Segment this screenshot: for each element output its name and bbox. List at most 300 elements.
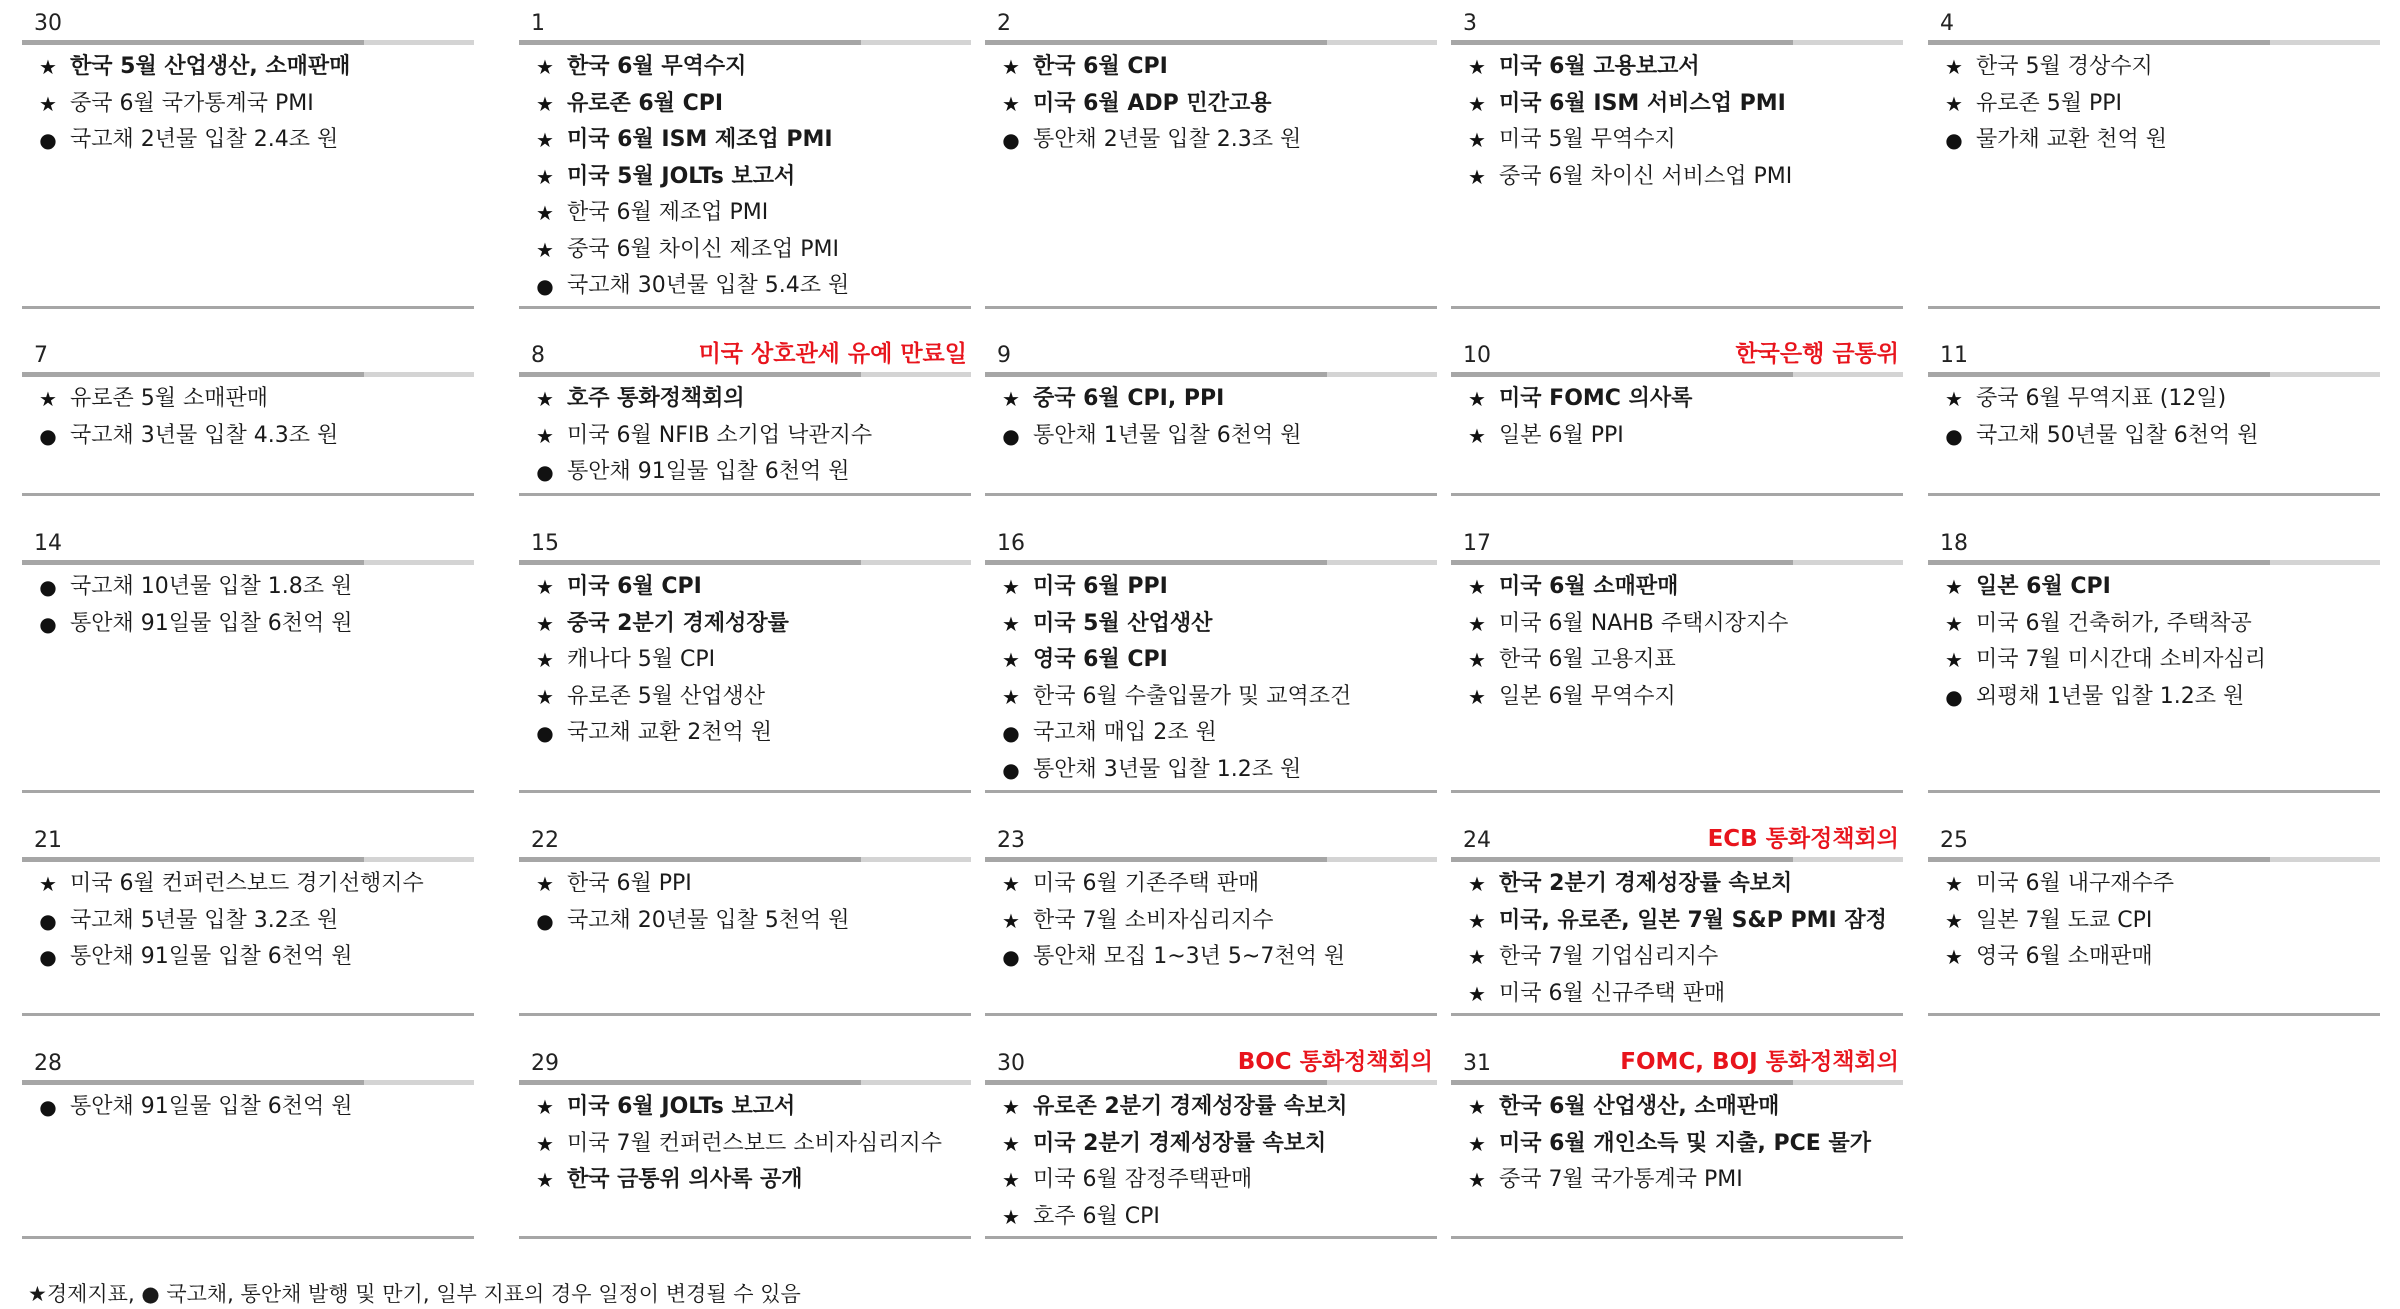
day-number: 2 bbox=[997, 11, 1011, 36]
star-icon: ★ bbox=[1002, 575, 1020, 599]
cell-bottom-rule bbox=[985, 493, 1437, 496]
event-list bbox=[985, 862, 1437, 976]
star-icon: ★ bbox=[536, 237, 554, 262]
event-item bbox=[1451, 1162, 1903, 1199]
star-icon: ★ bbox=[39, 91, 57, 116]
event-text: 미국 6월 고용보고서 bbox=[1499, 54, 1700, 79]
star-icon: ★ bbox=[1945, 611, 1963, 636]
cell-bottom-rule bbox=[1451, 493, 1903, 496]
event-text: 한국 6월 PPI bbox=[567, 871, 692, 896]
event-item bbox=[22, 381, 474, 418]
event-item bbox=[1928, 86, 2380, 123]
star-icon: ★ bbox=[1002, 611, 1020, 636]
day-number: 4 bbox=[1940, 11, 1954, 36]
event-item bbox=[985, 381, 1437, 418]
event-text: 국고채 10년물 입찰 1.8조 원 bbox=[70, 574, 353, 599]
event-item bbox=[22, 903, 474, 940]
event-item bbox=[1451, 86, 1903, 123]
event-list bbox=[519, 1085, 971, 1199]
day-divider bbox=[985, 40, 1437, 45]
star-icon: ★ bbox=[39, 387, 57, 411]
day-divider bbox=[1451, 40, 1903, 45]
cell-bottom-rule bbox=[985, 790, 1437, 793]
event-text: 통안채 91일물 입찰 6천억 원 bbox=[70, 1094, 353, 1119]
event-item bbox=[1451, 1126, 1903, 1163]
star-icon: ★ bbox=[536, 55, 554, 79]
cell-bottom-rule bbox=[22, 1236, 474, 1239]
star-icon: ★ bbox=[1945, 575, 1963, 599]
cell-bottom-rule bbox=[22, 306, 474, 309]
event-list bbox=[985, 565, 1437, 788]
star-icon: ★ bbox=[1468, 1168, 1486, 1192]
event-item bbox=[519, 159, 971, 196]
event-item bbox=[1451, 642, 1903, 679]
event-item bbox=[1451, 866, 1903, 903]
event-text: 중국 2분기 경제성장률 bbox=[567, 610, 789, 636]
star-icon: ★ bbox=[1945, 945, 1963, 969]
event-item bbox=[22, 86, 474, 123]
event-item bbox=[985, 939, 1437, 976]
event-item bbox=[985, 1089, 1437, 1126]
day-header bbox=[985, 520, 1437, 560]
star-icon: ★ bbox=[536, 128, 554, 152]
star-icon: ★ bbox=[536, 648, 554, 672]
bullet-icon: ● bbox=[39, 611, 57, 636]
event-text: 중국 6월 CPI, PPI bbox=[1033, 386, 1225, 411]
event-item bbox=[985, 642, 1437, 679]
event-item bbox=[519, 1162, 971, 1199]
star-icon: ★ bbox=[536, 387, 554, 411]
event-list bbox=[1451, 862, 1903, 1012]
day-divider bbox=[22, 1080, 474, 1085]
star-icon: ★ bbox=[1468, 981, 1486, 1006]
event-text: 중국 7월 국가통계국 PMI bbox=[1499, 1167, 1743, 1192]
event-item bbox=[1451, 381, 1903, 418]
star-icon: ★ bbox=[1002, 91, 1020, 116]
event-text: 미국 5월 산업생산 bbox=[1033, 610, 1213, 636]
event-item bbox=[1451, 939, 1903, 976]
star-icon: ★ bbox=[1002, 648, 1020, 672]
day-divider bbox=[519, 1080, 971, 1085]
day-header bbox=[22, 817, 474, 857]
event-text: 중국 6월 국가통계국 PMI bbox=[70, 90, 314, 116]
day-number: 30 bbox=[34, 11, 62, 36]
event-item bbox=[22, 569, 474, 606]
day-cell bbox=[1928, 0, 2380, 159]
event-item bbox=[1928, 903, 2380, 940]
bullet-icon: ● bbox=[1002, 945, 1020, 969]
cell-bottom-rule bbox=[1451, 306, 1903, 309]
cell-bottom-rule bbox=[1928, 1013, 2380, 1016]
event-item bbox=[519, 606, 971, 643]
bullet-icon: ● bbox=[39, 945, 57, 969]
bullet-icon: ● bbox=[536, 908, 554, 933]
day-cell bbox=[22, 520, 474, 642]
event-text: 통안채 91일물 입찰 6천억 원 bbox=[70, 610, 353, 636]
event-item bbox=[519, 642, 971, 679]
star-icon: ★ bbox=[536, 1131, 554, 1156]
cell-bottom-rule bbox=[1928, 790, 2380, 793]
event-item bbox=[22, 122, 474, 159]
star-icon: ★ bbox=[1002, 55, 1020, 79]
star-icon: ★ bbox=[1468, 908, 1486, 933]
event-text: 통안채 91일물 입찰 6천억 원 bbox=[70, 944, 353, 969]
event-text: 영국 6월 소매판매 bbox=[1976, 944, 2153, 969]
day-divider bbox=[22, 560, 474, 565]
bullet-icon: ● bbox=[1002, 757, 1020, 782]
event-text: 국고채 3년물 입찰 4.3조 원 bbox=[70, 422, 339, 448]
day-divider bbox=[1451, 560, 1903, 565]
cell-bottom-rule bbox=[519, 306, 971, 309]
event-list bbox=[1451, 1085, 1903, 1199]
event-item bbox=[985, 679, 1437, 716]
day-divider bbox=[22, 40, 474, 45]
event-item bbox=[985, 715, 1437, 752]
event-item bbox=[519, 1089, 971, 1126]
event-item bbox=[985, 903, 1437, 940]
event-item bbox=[519, 381, 971, 418]
bullet-icon: ● bbox=[1945, 128, 1963, 152]
event-list bbox=[22, 1085, 474, 1126]
event-item bbox=[519, 866, 971, 903]
star-icon: ★ bbox=[1002, 1131, 1020, 1156]
star-icon: ★ bbox=[1002, 908, 1020, 933]
day-header bbox=[519, 1040, 971, 1080]
star-icon: ★ bbox=[1468, 684, 1486, 709]
bullet-icon: ● bbox=[1945, 423, 1963, 448]
event-text: 일본 6월 PPI bbox=[1499, 422, 1624, 448]
event-item bbox=[985, 418, 1437, 455]
day-number: 7 bbox=[34, 343, 48, 368]
day-divider bbox=[985, 560, 1437, 565]
bullet-icon: ● bbox=[536, 274, 554, 298]
event-item bbox=[519, 122, 971, 159]
day-header bbox=[519, 0, 971, 40]
event-item bbox=[985, 49, 1437, 86]
day-number: 10 bbox=[1463, 343, 1491, 368]
event-note: FOMC, BOJ 통화정책회의 bbox=[1620, 1049, 1899, 1075]
event-text: 미국 5월 JOLTs 보고서 bbox=[567, 163, 796, 189]
event-item bbox=[1928, 939, 2380, 976]
event-text: 일본 7월 도쿄 CPI bbox=[1976, 907, 2153, 933]
event-text: 미국 6월 ISM 서비스업 PMI bbox=[1499, 90, 1786, 116]
event-list bbox=[1928, 45, 2380, 159]
event-item bbox=[519, 86, 971, 123]
event-text: 중국 6월 차이신 제조업 PMI bbox=[567, 236, 839, 262]
event-text: 미국 6월 컨퍼런스보드 경기선행지수 bbox=[70, 871, 424, 896]
event-text: 통안채 91일물 입찰 6천억 원 bbox=[567, 459, 850, 484]
star-icon: ★ bbox=[536, 872, 554, 896]
event-text: 미국 7월 미시간대 소비자심리 bbox=[1976, 647, 2267, 672]
day-header bbox=[1451, 520, 1903, 560]
event-item bbox=[22, 866, 474, 903]
day-cell bbox=[1451, 520, 1903, 715]
cell-bottom-rule bbox=[1928, 493, 2380, 496]
day-cell bbox=[1928, 817, 2380, 976]
star-icon: ★ bbox=[1468, 55, 1486, 79]
day-cell bbox=[985, 817, 1437, 976]
event-item bbox=[985, 1126, 1437, 1163]
day-cell bbox=[985, 520, 1437, 788]
star-icon: ★ bbox=[1468, 945, 1486, 969]
day-number: 21 bbox=[34, 828, 62, 853]
star-icon: ★ bbox=[1468, 648, 1486, 672]
event-text: 중국 6월 차이신 서비스업 PMI bbox=[1499, 163, 1793, 189]
event-list bbox=[1928, 565, 2380, 715]
event-text: 국고채 5년물 입찰 3.2조 원 bbox=[70, 907, 339, 933]
star-icon: ★ bbox=[536, 423, 554, 448]
cell-bottom-rule bbox=[1451, 1013, 1903, 1016]
event-text: 한국 6월 수출입물가 및 교역조건 bbox=[1033, 683, 1352, 709]
event-text: 국고채 2년물 입찰 2.4조 원 bbox=[70, 127, 339, 152]
star-icon: ★ bbox=[1945, 55, 1963, 79]
day-cell bbox=[1451, 332, 1903, 454]
event-list bbox=[519, 862, 971, 939]
event-item bbox=[519, 903, 971, 940]
day-divider bbox=[519, 560, 971, 565]
day-number: 1 bbox=[531, 11, 545, 36]
day-header bbox=[1451, 0, 1903, 40]
day-cell bbox=[22, 817, 474, 976]
day-header bbox=[22, 0, 474, 40]
star-icon: ★ bbox=[1468, 1131, 1486, 1156]
event-list bbox=[519, 45, 971, 305]
day-divider bbox=[1451, 372, 1903, 377]
event-item bbox=[985, 1162, 1437, 1199]
day-divider bbox=[1928, 857, 2380, 862]
cell-bottom-rule bbox=[519, 790, 971, 793]
event-note: 미국 상호관세 유예 만료일 bbox=[698, 341, 967, 367]
event-text: 호주 6월 CPI bbox=[1033, 1203, 1160, 1229]
star-icon: ★ bbox=[1468, 575, 1486, 599]
day-header bbox=[985, 817, 1437, 857]
event-text: 미국 6월 CPI bbox=[567, 574, 702, 599]
day-header bbox=[1451, 1040, 1903, 1080]
event-text: 미국 6월 NFIB 소기업 낙관지수 bbox=[567, 422, 873, 448]
star-icon: ★ bbox=[1468, 1095, 1486, 1119]
event-item bbox=[519, 454, 971, 491]
cell-bottom-rule bbox=[985, 1013, 1437, 1016]
event-item bbox=[22, 1089, 474, 1126]
day-header bbox=[1928, 817, 2380, 857]
event-item bbox=[1451, 418, 1903, 455]
event-list bbox=[985, 45, 1437, 159]
bullet-icon: ● bbox=[39, 1095, 57, 1119]
day-number: 17 bbox=[1463, 531, 1491, 556]
cell-bottom-rule bbox=[519, 493, 971, 496]
day-cell bbox=[519, 1040, 971, 1199]
event-text: 한국 2분기 경제성장률 속보치 bbox=[1499, 871, 1793, 896]
event-list bbox=[519, 565, 971, 752]
event-item bbox=[1928, 642, 2380, 679]
event-item bbox=[519, 195, 971, 232]
star-icon: ★ bbox=[1468, 91, 1486, 116]
event-list bbox=[22, 862, 474, 976]
day-cell bbox=[985, 1040, 1437, 1235]
event-text: 일본 6월 CPI bbox=[1976, 574, 2111, 599]
day-header bbox=[1451, 332, 1903, 372]
event-item bbox=[985, 606, 1437, 643]
event-text: 미국 6월 ADP 민간고용 bbox=[1033, 90, 1272, 116]
day-number: 22 bbox=[531, 828, 559, 853]
day-divider bbox=[985, 372, 1437, 377]
event-item bbox=[1928, 381, 2380, 418]
event-list bbox=[985, 1085, 1437, 1235]
event-text: 영국 6월 CPI bbox=[1033, 647, 1168, 672]
event-text: 외평채 1년물 입찰 1.2조 원 bbox=[1976, 683, 2245, 709]
event-item bbox=[1451, 903, 1903, 940]
star-icon: ★ bbox=[1945, 648, 1963, 672]
event-note: BOC 통화정책회의 bbox=[1237, 1049, 1433, 1075]
event-text: 국고채 20년물 입찰 5천억 원 bbox=[567, 907, 850, 933]
bullet-icon: ● bbox=[1945, 684, 1963, 709]
day-number: 24 bbox=[1463, 828, 1491, 853]
event-text: 미국 6월 개인소득 및 지출, PCE 물가 bbox=[1499, 1130, 1871, 1156]
star-icon: ★ bbox=[536, 611, 554, 636]
event-item bbox=[985, 122, 1437, 159]
event-text: 미국 6월 ISM 제조업 PMI bbox=[567, 127, 833, 152]
event-text: 미국 6월 NAHB 주택시장지수 bbox=[1499, 610, 1789, 636]
event-list bbox=[22, 565, 474, 642]
day-number: 11 bbox=[1940, 343, 1968, 368]
star-icon: ★ bbox=[1002, 1095, 1020, 1119]
day-header bbox=[1928, 520, 2380, 560]
event-item bbox=[1451, 122, 1903, 159]
event-text: 통안채 2년물 입찰 2.3조 원 bbox=[1033, 127, 1302, 152]
star-icon: ★ bbox=[1468, 872, 1486, 896]
event-item bbox=[519, 569, 971, 606]
event-list bbox=[1451, 377, 1903, 454]
event-text: 유로존 5월 소매판매 bbox=[70, 386, 268, 411]
day-number: 3 bbox=[1463, 11, 1477, 36]
event-list bbox=[1451, 565, 1903, 715]
day-header bbox=[519, 817, 971, 857]
event-item bbox=[22, 418, 474, 455]
star-icon: ★ bbox=[1468, 128, 1486, 152]
day-divider bbox=[22, 857, 474, 862]
day-cell bbox=[1451, 0, 1903, 195]
day-cell bbox=[1451, 817, 1903, 1012]
day-number: 16 bbox=[997, 531, 1025, 556]
day-divider bbox=[519, 857, 971, 862]
event-item bbox=[1928, 866, 2380, 903]
star-icon: ★ bbox=[1002, 1168, 1020, 1192]
cell-bottom-rule bbox=[1451, 1236, 1903, 1239]
day-number: 23 bbox=[997, 828, 1025, 853]
bullet-icon: ● bbox=[39, 128, 57, 152]
day-cell bbox=[1928, 520, 2380, 715]
day-header bbox=[519, 332, 971, 372]
bullet-icon: ● bbox=[536, 460, 554, 484]
event-item bbox=[1928, 122, 2380, 159]
star-icon: ★ bbox=[536, 1095, 554, 1119]
bullet-icon: ● bbox=[39, 908, 57, 933]
event-text: 미국 7월 컨퍼런스보드 소비자심리지수 bbox=[567, 1130, 943, 1156]
star-icon: ★ bbox=[536, 575, 554, 599]
event-text: 미국 2분기 경제성장률 속보치 bbox=[1033, 1130, 1327, 1156]
star-icon: ★ bbox=[1468, 164, 1486, 189]
bullet-icon: ● bbox=[536, 721, 554, 745]
day-cell bbox=[22, 0, 474, 159]
event-item bbox=[1451, 49, 1903, 86]
event-text: 미국 6월 소매판매 bbox=[1499, 574, 1679, 599]
event-item bbox=[1928, 418, 2380, 455]
event-item bbox=[985, 86, 1437, 123]
event-item bbox=[519, 715, 971, 752]
day-number: 18 bbox=[1940, 531, 1968, 556]
event-text: 국고채 30년물 입찰 5.4조 원 bbox=[567, 273, 850, 298]
event-item bbox=[22, 939, 474, 976]
event-text: 한국 7월 기업심리지수 bbox=[1499, 944, 1719, 969]
star-icon: ★ bbox=[536, 201, 554, 225]
day-header bbox=[22, 1040, 474, 1080]
day-header bbox=[1928, 0, 2380, 40]
event-item bbox=[22, 49, 474, 86]
bullet-icon: ● bbox=[39, 575, 57, 599]
event-text: 미국, 유로존, 일본 7월 S&P PMI 잠정 bbox=[1499, 907, 1887, 933]
star-icon: ★ bbox=[536, 684, 554, 709]
star-icon: ★ bbox=[536, 1168, 554, 1192]
day-cell bbox=[22, 332, 474, 454]
day-number: 29 bbox=[531, 1051, 559, 1076]
event-text: 유로존 2분기 경제성장률 속보치 bbox=[1033, 1094, 1348, 1119]
event-text: 한국 5월 산업생산, 소매판매 bbox=[70, 54, 351, 79]
cell-bottom-rule bbox=[985, 306, 1437, 309]
bullet-icon: ● bbox=[1002, 128, 1020, 152]
day-cell bbox=[985, 0, 1437, 159]
day-header bbox=[985, 332, 1437, 372]
event-text: 미국 5월 무역수지 bbox=[1499, 127, 1676, 152]
event-list bbox=[22, 377, 474, 454]
star-icon: ★ bbox=[1945, 872, 1963, 896]
day-number: 9 bbox=[997, 343, 1011, 368]
event-text: 국고채 매입 2조 원 bbox=[1033, 720, 1217, 745]
day-number: 8 bbox=[531, 343, 545, 368]
event-item bbox=[985, 866, 1437, 903]
day-divider bbox=[1451, 1080, 1903, 1085]
event-item bbox=[1928, 679, 2380, 716]
day-cell bbox=[519, 0, 971, 305]
bullet-icon: ● bbox=[1002, 423, 1020, 448]
event-text: 미국 6월 잠정주택판매 bbox=[1033, 1167, 1253, 1192]
event-text: 미국 6월 건축허가, 주택착공 bbox=[1976, 610, 2252, 636]
day-cell bbox=[1928, 332, 2380, 454]
day-divider bbox=[1928, 40, 2380, 45]
event-text: 미국 6월 PPI bbox=[1033, 574, 1168, 599]
day-number: 28 bbox=[34, 1051, 62, 1076]
day-divider bbox=[985, 857, 1437, 862]
event-list bbox=[1928, 377, 2380, 454]
event-item bbox=[1928, 606, 2380, 643]
star-icon: ★ bbox=[536, 91, 554, 116]
event-item bbox=[1451, 159, 1903, 196]
event-note: 한국은행 금통위 bbox=[1735, 341, 1899, 367]
cell-bottom-rule bbox=[1451, 790, 1903, 793]
event-text: 통안채 3년물 입찰 1.2조 원 bbox=[1033, 756, 1302, 782]
star-icon: ★ bbox=[1468, 423, 1486, 448]
star-icon: ★ bbox=[536, 164, 554, 189]
day-cell bbox=[519, 332, 971, 491]
day-cell bbox=[519, 520, 971, 752]
event-item bbox=[519, 1126, 971, 1163]
day-divider bbox=[519, 40, 971, 45]
cell-bottom-rule bbox=[22, 1013, 474, 1016]
event-item bbox=[519, 232, 971, 269]
event-item bbox=[985, 1199, 1437, 1236]
day-cell bbox=[519, 817, 971, 939]
event-item bbox=[519, 679, 971, 716]
cell-bottom-rule bbox=[22, 790, 474, 793]
